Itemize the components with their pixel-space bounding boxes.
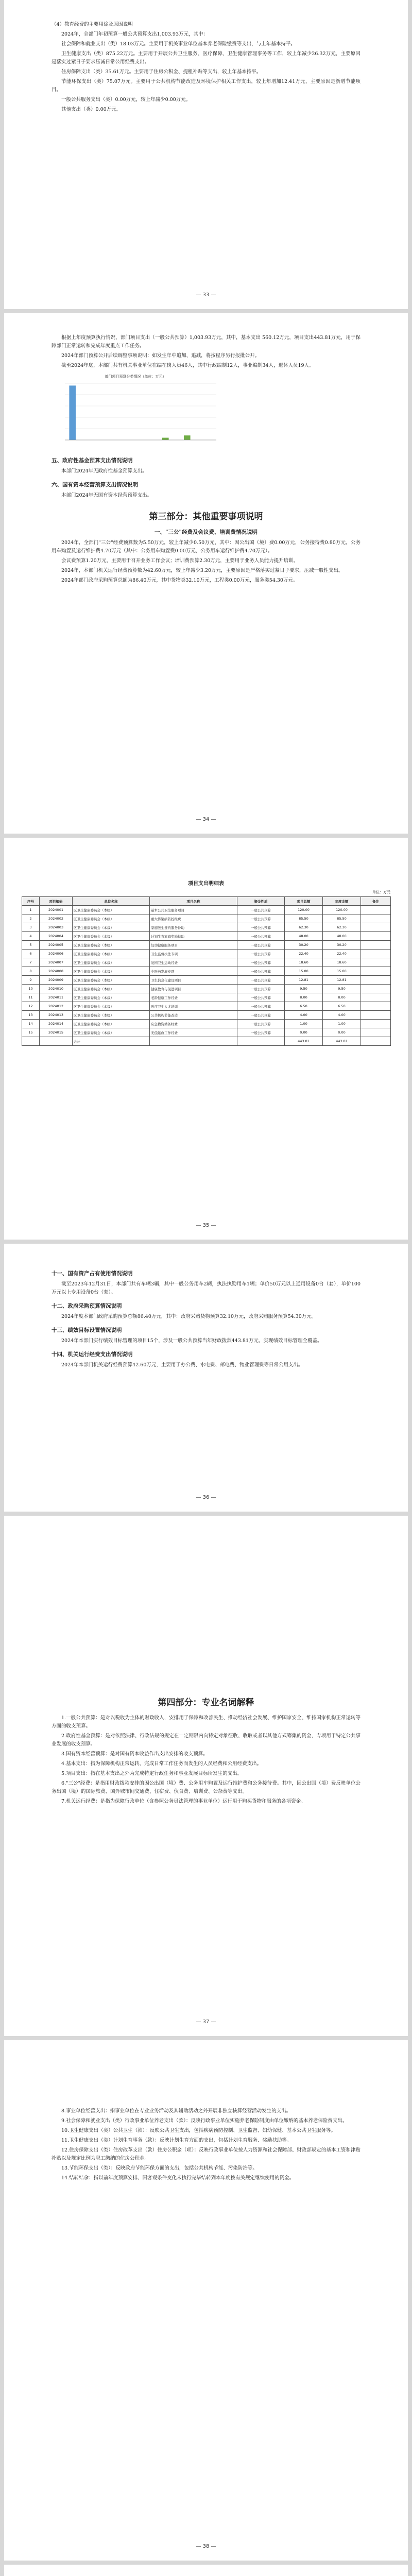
table-cell: 区卫生健康委员会（本级） bbox=[73, 1028, 150, 1037]
column-header: 年度金额 bbox=[323, 897, 361, 906]
table-cell: 11 bbox=[22, 993, 40, 1002]
table-cell: 2024002 bbox=[40, 914, 73, 923]
table-cell bbox=[40, 1037, 73, 1046]
table-cell: 2024004 bbox=[40, 932, 73, 941]
cover-page bbox=[4, 2565, 408, 2576]
table-cell: 一般公共预算 bbox=[237, 923, 285, 932]
table-cell: 一般公共预算 bbox=[237, 993, 285, 1002]
column-header: 序号 bbox=[22, 897, 40, 906]
table-cell: 22.40 bbox=[323, 950, 361, 958]
paragraph: 2024年本部门机关运行经费预算42.60万元，主要用于办公费、水电费、邮电费、物业管理费等日常公用支出。 bbox=[61, 1362, 303, 1368]
table-cell: 6 bbox=[22, 950, 40, 958]
table-cell: 一般公共预算 bbox=[237, 914, 285, 923]
table-cell: 家庭医生签约服务补助 bbox=[150, 923, 237, 932]
table-cell: 9.50 bbox=[285, 985, 323, 993]
paragraph: 2024年度本部门政府采购预算总额86.40万元，其中：政府采购货物预算32.10万元，政府采购服务预算54.30万元。 bbox=[61, 1314, 317, 1319]
paragraph: 6."三公"经费：是指用财政拨款安排的因公出国（境）费、公务用车购置及运行维护费和公务接待费。其中，因公出国（境）费反映单位公务出国（境）的国际旅费、国外城市间交通费、住宿费、伙食费、培训费、公杂费等支出。 bbox=[52, 1781, 360, 1794]
page-number: — 37 — bbox=[196, 2019, 216, 2025]
paragraph: 2024年，本部门机关运行经费预算数为42.60万元，较上年减少3.20万元，主要原因是严格落实过紧日子要求，压减一般性支出。 bbox=[61, 568, 344, 573]
paragraph: 2024年本部门实行绩效目标管理的项目15个，涉及一般公共预算当年财政拨款443.81万元，实现绩效目标管理全覆盖。 bbox=[61, 1338, 322, 1344]
table-cell: 4.00 bbox=[323, 1011, 361, 1020]
table-cell: 计划生育家庭奖励扶助 bbox=[150, 932, 237, 941]
table-total-row bbox=[22, 1037, 391, 1046]
table-cell: 一般公共预算 bbox=[237, 932, 285, 941]
table-cell: 一般公共预算 bbox=[237, 958, 285, 967]
paragraph: 会议费预算1.20万元，主要用于召开业务工作会议；培训费预算2.30万元，主要用于业务人员能力提升培训。 bbox=[61, 558, 299, 564]
table-cell: 老龄健康工作经费 bbox=[150, 993, 237, 1002]
column-header: 项目编码 bbox=[40, 897, 73, 906]
table-cell: 1 bbox=[22, 906, 40, 914]
table-cell: 一般公共预算 bbox=[237, 985, 285, 993]
paragraph: 其他支出（类）0.00万元。 bbox=[61, 107, 122, 112]
table-cell bbox=[361, 941, 391, 950]
paragraph: 截至2024年底，本部门共有机关事业单位在编在岗人员46人，其中行政编制12人，事业编制34人，退休人员19人。 bbox=[61, 363, 314, 368]
document-page-3 bbox=[4, 838, 408, 1240]
table-cell: 85.50 bbox=[323, 914, 361, 923]
chart-title: 部门项目预算分类情况（单位：万元） bbox=[105, 375, 166, 379]
table-cell: 区卫生健康委员会（本级） bbox=[73, 906, 150, 914]
table-cell: 2024015 bbox=[40, 1028, 73, 1037]
unit-note: 单位：万元 bbox=[372, 890, 390, 894]
table-cell: 爱国卫生运动经费 bbox=[150, 958, 237, 967]
table-cell: 8.00 bbox=[323, 993, 361, 1002]
table-cell: 443.81 bbox=[323, 1037, 361, 1046]
table-cell: 卫生监督执法专项 bbox=[150, 950, 237, 958]
table-cell: 9 bbox=[22, 976, 40, 985]
table-cell: 基本公共卫生服务项目 bbox=[150, 906, 237, 914]
table-cell: 区卫生健康委员会（本级） bbox=[73, 976, 150, 985]
table-cell: 10 bbox=[22, 985, 40, 993]
paragraph: 14.结转结余：指以前年度预算安排、因客观条件变化未执行完毕结转到本年度按有关规定继续使用的资金。 bbox=[61, 2175, 295, 2181]
table-cell: 30.20 bbox=[323, 941, 361, 950]
table-row bbox=[22, 993, 391, 1002]
paragraph: 本部门2024年无国有资本经营预算支出。 bbox=[61, 493, 152, 498]
table-cell: 区卫生健康委员会（本级） bbox=[73, 923, 150, 932]
table-cell: 2 bbox=[22, 914, 40, 923]
section-heading: 一、"三公"经费及会议费、培训费情况说明 bbox=[154, 529, 258, 535]
paragraph: 本部门2024年无政府性基金预算支出。 bbox=[61, 468, 147, 474]
page-number: — 33 — bbox=[196, 292, 216, 298]
table-row bbox=[22, 932, 391, 941]
table-cell: 区卫生健康委员会（本级） bbox=[73, 932, 150, 941]
table-cell bbox=[361, 993, 391, 1002]
table-cell: 区卫生健康委员会（本级） bbox=[73, 985, 150, 993]
table-cell bbox=[361, 923, 391, 932]
table-cell: 13 bbox=[22, 1011, 40, 1020]
table-cell: 12 bbox=[22, 1002, 40, 1011]
paragraph: 一般公共服务支出（类）0.00万元，较上年减少0.00万元。 bbox=[61, 97, 191, 103]
table-cell: 应急物资储备经费 bbox=[150, 1020, 237, 1028]
section-heading: 十三、绩效目标设置情况说明 bbox=[52, 1327, 122, 1333]
table-cell: 30.20 bbox=[285, 941, 323, 950]
table-cell: 2024012 bbox=[40, 1002, 73, 1011]
table-cell: 区卫生健康委员会（本级） bbox=[73, 1002, 150, 1011]
table-cell: 2024013 bbox=[40, 1011, 73, 1020]
table-cell bbox=[361, 906, 391, 914]
chart-bar bbox=[184, 435, 191, 440]
table-cell: 健康教育与促进项目 bbox=[150, 985, 237, 993]
table-cell: 120.00 bbox=[323, 906, 361, 914]
table-cell bbox=[22, 1037, 40, 1046]
table-cell: 3 bbox=[22, 923, 40, 932]
document-page-1 bbox=[4, 0, 408, 309]
table-cell: 医疗卫生人才培训 bbox=[150, 1002, 237, 1011]
table-row bbox=[22, 950, 391, 958]
table-cell: 一般公共预算 bbox=[237, 1002, 285, 1011]
table-cell: 1.00 bbox=[323, 1020, 361, 1028]
table-cell: 18.60 bbox=[285, 958, 323, 967]
table-cell: 12.81 bbox=[323, 976, 361, 985]
table-cell: 无偿献血工作经费 bbox=[150, 1028, 237, 1037]
page-number: — 35 — bbox=[196, 1223, 216, 1228]
table-cell: 6.50 bbox=[323, 1002, 361, 1011]
paragraph: 10.卫生健康支出（类）公共卫生（款）：反映公共卫生支出，包括疾病预防控制、卫生监督、妇幼保健、基本公共卫生服务等。 bbox=[61, 2128, 336, 2133]
table-cell: 一般公共预算 bbox=[237, 976, 285, 985]
paragraph: 2024年，全部门年初预算一般公共预算支出1,003.93万元，其中： bbox=[61, 31, 208, 37]
table-cell: 2024011 bbox=[40, 993, 73, 1002]
table-cell: 62.30 bbox=[285, 923, 323, 932]
document-page-5 bbox=[4, 1516, 408, 2036]
table-row bbox=[22, 1028, 391, 1037]
table-cell: 区卫生健康委员会（本级） bbox=[73, 1011, 150, 1020]
paragraph: 9.社会保障和就业支出（类）行政事业单位养老支出（款）：反映行政事业单位实施养老保险制度由单位缴纳的基本养老保险费支出。 bbox=[61, 2118, 348, 2124]
table-header-row bbox=[22, 897, 391, 906]
table-cell: 8.00 bbox=[285, 993, 323, 1002]
table-cell bbox=[361, 914, 391, 923]
table-cell: 公共机构节能改造 bbox=[150, 1011, 237, 1020]
column-header: 项目总额 bbox=[285, 897, 323, 906]
table-cell: 一般公共预算 bbox=[237, 941, 285, 950]
table-cell: 7 bbox=[22, 958, 40, 967]
section-heading: 十四、机关运行经费支出情况说明 bbox=[52, 1351, 133, 1358]
table-row bbox=[22, 985, 391, 993]
table-cell: 重大传染病防控经费 bbox=[150, 914, 237, 923]
table-cell bbox=[361, 967, 391, 976]
paragraph: 2024年部门预算公开后续调整事项说明：如发生年中追加、追减，将按程序另行报批公开。 bbox=[61, 353, 260, 359]
paragraph: 住房保障支出（类）35.61万元。主要用于住房公积金、提租补贴等支出，较上年基本持平。 bbox=[61, 69, 262, 75]
paragraph: 7.机关运行经费：是指为保障行政单位（含参照公务员法管理的事业单位）运行用于购买货物和服务的各项资金。 bbox=[61, 1799, 306, 1804]
table-cell: 2024008 bbox=[40, 967, 73, 976]
table-cell: 2024006 bbox=[40, 950, 73, 958]
table-row bbox=[22, 967, 391, 976]
table-cell: 一般公共预算 bbox=[237, 950, 285, 958]
table-cell: 中医药发展专项 bbox=[150, 967, 237, 976]
paragraph: 13.节能环保支出（类）：反映政府节能环保方面的支出，包括公共机构节能、污染防治等。 bbox=[61, 2165, 258, 2171]
paragraph: 根据上年度预算执行情况，部门项目支出（一般公共预算）1,003.93万元，其中，基本支出 560.12万元，项目支出443.81万元，用于保障部门正常运转和完成年度重点工作任务。 bbox=[52, 335, 360, 349]
table-cell bbox=[361, 1011, 391, 1020]
section-heading: 六、国有资本经营预算支出情况说明 bbox=[52, 482, 138, 488]
table-cell: 120.00 bbox=[285, 906, 323, 914]
table-cell: 2024010 bbox=[40, 985, 73, 993]
table-cell: 1.00 bbox=[285, 1020, 323, 1028]
table-cell: 区卫生健康委员会（本级） bbox=[73, 914, 150, 923]
table-cell bbox=[361, 1037, 391, 1046]
chart-bar bbox=[162, 438, 169, 440]
table-cell bbox=[361, 932, 391, 941]
table-cell: 一般公共预算 bbox=[237, 1020, 285, 1028]
table-cell: 0.00 bbox=[285, 1028, 323, 1037]
table-cell: 区卫生健康委员会（本级） bbox=[73, 967, 150, 976]
table-row bbox=[22, 914, 391, 923]
paragraph: 5.项目支出：指在基本支出之外为完成特定行政任务和事业发展目标所发生的支出。 bbox=[61, 1771, 243, 1776]
table-row bbox=[22, 1020, 391, 1028]
table-cell: 区卫生健康委员会（本级） bbox=[73, 958, 150, 967]
table-cell: 区卫生健康委员会（本级） bbox=[73, 941, 150, 950]
page-number: — 38 — bbox=[196, 2544, 216, 2549]
table-cell: 一般公共预算 bbox=[237, 1011, 285, 1020]
table-cell: 12.81 bbox=[285, 976, 323, 985]
part-title: 第三部分：其他重要事项说明 bbox=[149, 512, 263, 522]
table-cell: 0.00 bbox=[323, 1028, 361, 1037]
table-cell: 合计 bbox=[73, 1037, 150, 1046]
part-title: 第四部分：专业名词解释 bbox=[158, 1698, 254, 1708]
bar-chart bbox=[50, 374, 220, 451]
paragraph: 3.国有资本经营预算：是对国有资本收益作出支出安排的收支预算。 bbox=[61, 1751, 208, 1757]
table-row bbox=[22, 1011, 391, 1020]
table-cell: 2024005 bbox=[40, 941, 73, 950]
section-heading: （4）教育经费的主要用途及原因说明 bbox=[52, 22, 133, 27]
table-cell: 18.60 bbox=[323, 958, 361, 967]
table-cell: 区卫生健康委员会（本级） bbox=[73, 1020, 150, 1028]
table-cell: 85.50 bbox=[285, 914, 323, 923]
column-header: 单位名称 bbox=[73, 897, 150, 906]
paragraph: 1.一般公共预算：是对以税收为主体的财政收入，安排用于保障和改善民生、推动经济社会发展、维护国家安全、维持国家机构正常运转等方面的收支预算。 bbox=[52, 1715, 360, 1729]
table-cell bbox=[361, 976, 391, 985]
paragraph: 12.住房保障支出（类）住房改革支出（款）住房公积金（项）：反映行政事业单位按人力资源和社会保障部、财政部规定的基本工资和津贴补贴以及规定比例为职工缴纳的住房公积金。 bbox=[52, 2147, 360, 2161]
chart-plot-area bbox=[50, 380, 220, 450]
table-cell: 48.00 bbox=[285, 932, 323, 941]
table-cell: 区卫生健康委员会（本级） bbox=[73, 993, 150, 1002]
page-number: — 34 — bbox=[196, 817, 216, 822]
column-header: 资金性质 bbox=[237, 897, 285, 906]
table-cell bbox=[361, 950, 391, 958]
paragraph: 2024年部门政府采购预算总额为86.40万元，其中货物类32.10万元，工程类0.00万元，服务类54.30万元。 bbox=[61, 578, 298, 583]
table-cell: 一般公共预算 bbox=[237, 906, 285, 914]
project-table bbox=[22, 896, 391, 1046]
document-page-2 bbox=[4, 313, 408, 834]
table-cell: 443.81 bbox=[285, 1037, 323, 1046]
table-row bbox=[22, 906, 391, 914]
paragraph: 截至2023年12月31日，本部门共有车辆3辆，其中一般公务用车2辆，执法执勤用车1辆；单价50万元以上通用设备0台（套），单价100万元以上专用设备0台（套）。 bbox=[52, 1281, 360, 1295]
paragraph: 8.事业单位经营支出：指事业单位在专业业务活动及其辅助活动之外开展非独立核算经营活动发生的支出。 bbox=[61, 2108, 291, 2114]
table-row bbox=[22, 941, 391, 950]
table-cell: 2024001 bbox=[40, 906, 73, 914]
column-header: 备注 bbox=[361, 897, 391, 906]
page-number: — 36 — bbox=[196, 1495, 216, 1500]
table-cell: 4.00 bbox=[285, 1011, 323, 1020]
table-cell: 5 bbox=[22, 941, 40, 950]
table-cell bbox=[361, 958, 391, 967]
table-cell: 一般公共预算 bbox=[237, 967, 285, 976]
paragraph: 11.卫生健康支出（类）计划生育事务（款）：反映计划生育方面的支出，包括计划生育服务、奖励扶助等。 bbox=[61, 2138, 292, 2143]
table-cell: 2024007 bbox=[40, 958, 73, 967]
paragraph: 4.基本支出：指为保障机构正常运转、完成日常工作任务而发生的人员经费和公用经费支出。 bbox=[61, 1761, 262, 1767]
column-header: 项目名称 bbox=[150, 897, 237, 906]
table-row bbox=[22, 1002, 391, 1011]
paragraph: 社会保障和就业支出（类）18.03万元。主要用于机关事业单位基本养老保险缴费等支出，与上年基本持平。 bbox=[61, 41, 296, 47]
table-cell: 2024009 bbox=[40, 976, 73, 985]
table-cell: 15.00 bbox=[323, 967, 361, 976]
table-cell: 14 bbox=[22, 1020, 40, 1028]
table-cell bbox=[361, 1020, 391, 1028]
section-heading: 十二、政府采购预算情况说明 bbox=[52, 1303, 122, 1309]
paragraph-block bbox=[4, 30, 408, 114]
section-heading: 十一、国有资产占有使用情况说明 bbox=[52, 1270, 133, 1277]
table-cell: 22.40 bbox=[285, 950, 323, 958]
table-title: 项目支出明细表 bbox=[188, 881, 224, 887]
table-cell: 62.30 bbox=[323, 923, 361, 932]
table-cell: 8 bbox=[22, 967, 40, 976]
table-cell bbox=[361, 1028, 391, 1037]
document-page-4 bbox=[4, 1244, 408, 1512]
table-cell: 一般公共预算 bbox=[237, 1028, 285, 1037]
table-cell: 2024003 bbox=[40, 923, 73, 932]
table-cell: 2024014 bbox=[40, 1020, 73, 1028]
paragraph: 2024年，全部门"三公"经费预算数为5.50万元，较上年减少0.50万元，其中：因公出国（境）费0.00万元，公务接待费0.80万元，公务用车购置及运行维护费4.70万元（其中：公务用车购置费0.00万元，公务用车运行维护费4.70万元）。 bbox=[52, 540, 360, 554]
table-cell: 48.00 bbox=[323, 932, 361, 941]
table-row bbox=[22, 958, 391, 967]
table-cell: 4 bbox=[22, 932, 40, 941]
table-cell: 6.50 bbox=[285, 1002, 323, 1011]
table-cell: 区卫生健康委员会（本级） bbox=[73, 950, 150, 958]
paragraph: 节能环保支出（类）75.07万元。主要用于公共机构节能改造及环境保护相关工作支出，较上年增加12.41万元，主要原因是新增节能项目。 bbox=[52, 79, 360, 93]
table-cell bbox=[361, 985, 391, 993]
table-cell: 15 bbox=[22, 1028, 40, 1037]
paragraph: 2.政府性基金预算：是对依照法律、行政法规的规定在一定期限内向特定对象征收、收取或者以其他方式筹集的资金，专项用于特定公共事业发展的收支预算。 bbox=[52, 1733, 360, 1747]
table-cell bbox=[361, 1002, 391, 1011]
table-cell: 妇幼健康服务项目 bbox=[150, 941, 237, 950]
paragraph: 卫生健康支出（类）875.22万元。主要用于开展公共卫生服务、医疗保障、卫生健康管理事务等工作，较上年减少26.32万元，主要原因是落实过紧日子要求压减日常公用经费支出。 bbox=[52, 51, 360, 65]
chart-bar bbox=[69, 385, 76, 440]
table-row bbox=[22, 923, 391, 932]
section-heading: 五、政府性基金预算支出情况说明 bbox=[52, 457, 133, 464]
table-row bbox=[22, 976, 391, 985]
table-cell bbox=[150, 1037, 237, 1046]
table-cell: 9.50 bbox=[323, 985, 361, 993]
table-cell: 15.00 bbox=[285, 967, 323, 976]
table-cell bbox=[237, 1037, 285, 1046]
table-cell: 卫生信息化建设项目 bbox=[150, 976, 237, 985]
document-page-6 bbox=[4, 2040, 408, 2561]
